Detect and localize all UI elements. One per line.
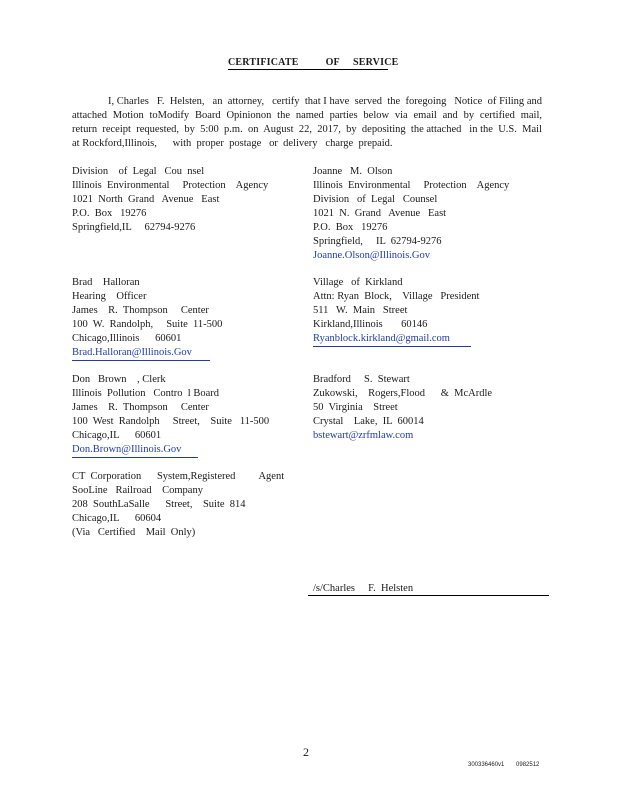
address-line: Attn: Ryan Block, Village President (313, 291, 480, 302)
title-underline (228, 69, 388, 70)
certification-paragraph (72, 95, 548, 151)
email-underline (313, 346, 471, 347)
address-line: Hearing Officer (72, 291, 147, 302)
address-line: Division of Legal Cou nsel (72, 166, 205, 177)
document-id: 300336460v1 0982512 (468, 762, 540, 768)
recipient-legal-counsel (72, 165, 268, 235)
recipient-brown (72, 373, 269, 458)
certification-text: I, Charles F. Helsten, an attorney, certify that I have served the foregoing Notice of Filing and attached Motion toModify Board Opinionon the named parties below via email and by certified mail, return receipt requested, by 5:00 p.m. on August 22, 2017, by depositing the attached in the U.S. Mail at Rockford,Illinois, with proper postage or delivery charge prepaid. (72, 96, 548, 149)
address-line: Chicago,IL 60601 (72, 430, 162, 441)
address-line: Crystal Lake, IL 60014 (313, 416, 424, 427)
address-line: 1021 N. Grand Avenue East (313, 208, 447, 219)
address-line: Zukowski, Rogers,Flood & McArdle (313, 388, 493, 399)
address-line: Chicago,Illinois 60601 (72, 333, 182, 344)
email-link[interactable]: Ryanblock.kirkland@gmail.com (313, 333, 450, 344)
address-line: CT Corporation System,Registered Agent (72, 471, 285, 482)
signature: /s/Charles F. Helsten (313, 583, 414, 594)
recipient-kirkland (313, 276, 479, 347)
address-line: Don Brown , Clerk (72, 374, 166, 385)
address-line: Brad Halloran (72, 277, 140, 288)
address-line: (Via Certified Mail Only) (72, 527, 196, 538)
address-line: Illinois Environmental Protection Agency (72, 180, 269, 191)
recipient-stewart (313, 373, 492, 443)
address-line: Springfield,IL 62794-9276 (72, 222, 196, 233)
address-line: Illinois Environmental Protection Agency (313, 180, 510, 191)
address-line: Village of Kirkland (313, 277, 403, 288)
email-link[interactable]: bstewart@zrfmlaw.com (313, 430, 414, 441)
email-link[interactable]: Don.Brown@Illinois.Gov (72, 444, 182, 455)
address-line: Springfield, IL 62794-9276 (313, 236, 442, 247)
address-line: 50 Virginia Street (313, 402, 398, 413)
address-line: 100 West Randolph Street, Suite 11-500 (72, 416, 270, 427)
address-line: P.O. Box 19276 (313, 222, 388, 233)
address-line: SooLine Railroad Company (72, 485, 203, 496)
email-underline (72, 457, 198, 458)
address-line: Joanne M. Olson (313, 166, 393, 177)
recipient-olson (313, 165, 509, 263)
recipient-halloran (72, 276, 222, 361)
address-line: Kirkland,Illinois 60146 (313, 319, 428, 330)
email-link[interactable]: Joanne.Olson@Illinois.Gov (313, 250, 430, 261)
page-number: 2 (303, 745, 309, 759)
address-line: Illinois Pollution Contro l Board (72, 388, 220, 399)
certificate-title: CERTIFICATE OF SERVICE (228, 57, 399, 68)
address-line: Bradford S. Stewart (313, 374, 410, 385)
email-underline (72, 360, 210, 361)
address-line: 511 W. Main Street (313, 305, 408, 316)
address-line: P.O. Box 19276 (72, 208, 147, 219)
address-line: James R. Thompson Center (72, 402, 209, 413)
address-line: 1021 North Grand Avenue East (72, 194, 220, 205)
recipient-ct-corporation (72, 470, 284, 540)
address-line: James R. Thompson Center (72, 305, 209, 316)
address-line: Division of Legal Counsel (313, 194, 438, 205)
address-line: Chicago,IL 60604 (72, 513, 162, 524)
email-link[interactable]: Brad.Halloran@Illinois.Gov (72, 347, 192, 358)
signature-line (308, 595, 549, 596)
address-line: 100 W. Randolph, Suite 11-500 (72, 319, 223, 330)
address-line: 208 SouthLaSalle Street, Suite 814 (72, 499, 246, 510)
